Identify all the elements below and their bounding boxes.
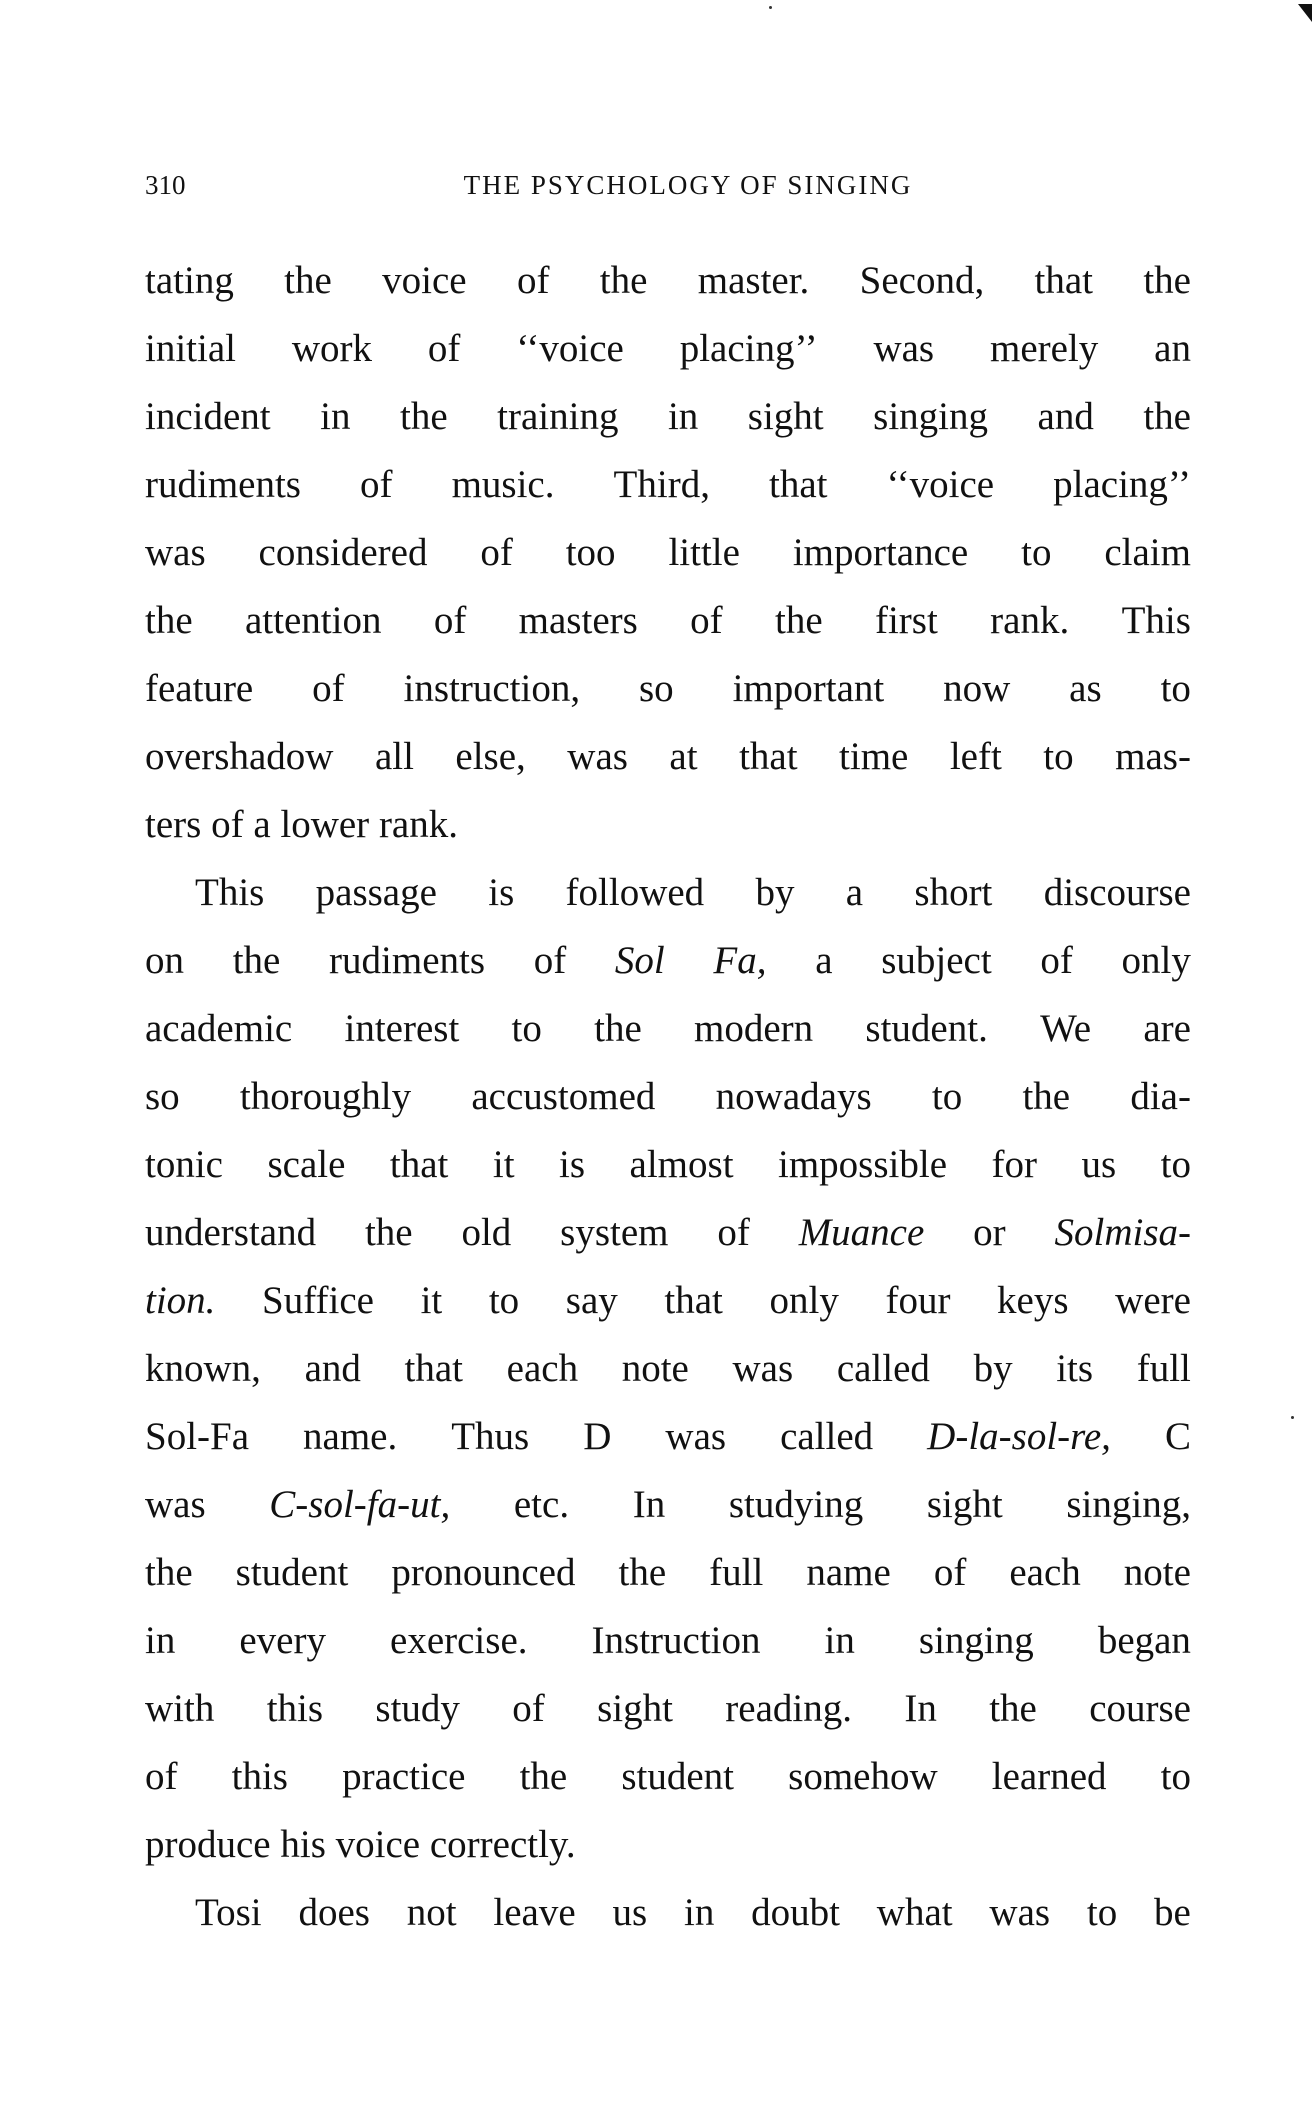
word: Sol-Fa	[145, 1415, 250, 1458]
word: sight	[597, 1687, 673, 1730]
body-text	[145, 247, 1191, 1947]
word: the	[599, 259, 648, 302]
text-line	[145, 451, 1191, 519]
page-number: 310	[145, 170, 186, 200]
word: singing,	[1066, 1483, 1191, 1526]
word: known,	[145, 1347, 261, 1390]
word: the	[774, 599, 823, 642]
word: the	[519, 1755, 568, 1798]
word: practice	[342, 1755, 466, 1798]
word: be	[1154, 1891, 1191, 1934]
word: all	[374, 735, 414, 778]
word: the	[399, 395, 448, 438]
word: now	[943, 667, 1011, 710]
word: or	[973, 1211, 1006, 1254]
word: student.	[865, 1007, 988, 1050]
text-line	[145, 587, 1191, 655]
text-line	[145, 1675, 1191, 1743]
running-title: THE PSYCHOLOGY OF SINGING	[463, 170, 913, 200]
text-line	[145, 1471, 1191, 1539]
word: each	[506, 1347, 579, 1390]
word: somehow	[788, 1755, 938, 1798]
text-line	[145, 1811, 1191, 1879]
word: old	[461, 1211, 512, 1254]
text-line	[145, 655, 1191, 723]
word: attention	[245, 599, 382, 642]
word: rank.	[378, 803, 468, 846]
word: In	[632, 1483, 666, 1526]
word: importance	[792, 531, 969, 574]
word: that	[404, 1347, 463, 1390]
word: is	[488, 871, 515, 914]
word: Thus	[451, 1415, 530, 1458]
text-line	[145, 1879, 1191, 1947]
word: correctly.	[429, 1823, 586, 1866]
word: D	[583, 1415, 612, 1458]
word: four	[885, 1279, 951, 1322]
word: name	[806, 1551, 891, 1594]
word: ‘‘voice	[516, 327, 624, 370]
word: of	[516, 259, 550, 302]
word: ‘‘voice	[886, 463, 995, 506]
word: academic	[145, 1007, 293, 1050]
word: the	[145, 599, 193, 642]
word: for	[991, 1143, 1037, 1186]
word: so	[639, 667, 674, 710]
word: in	[824, 1619, 855, 1662]
word: of	[427, 327, 461, 370]
text-line	[145, 1335, 1191, 1403]
word: short	[914, 871, 993, 914]
word: feature	[145, 667, 254, 710]
italic-word: tion.	[145, 1279, 216, 1322]
word: learned	[991, 1755, 1107, 1798]
word: little	[668, 531, 740, 574]
word: leave	[493, 1891, 576, 1934]
word: to	[1086, 1891, 1118, 1934]
text-line	[145, 1743, 1191, 1811]
word: music.	[451, 463, 555, 506]
word: every	[239, 1619, 326, 1662]
word: a	[253, 803, 281, 846]
word: of	[211, 803, 254, 846]
word: training	[497, 395, 619, 438]
word: course	[1089, 1687, 1191, 1730]
word: Third,	[613, 463, 710, 506]
word: of	[717, 1211, 750, 1254]
word: rudiments	[145, 463, 301, 506]
word: In	[904, 1687, 937, 1730]
word: too	[565, 531, 616, 574]
word: the	[618, 1551, 667, 1594]
word: note	[1123, 1551, 1191, 1594]
running-header	[145, 170, 1191, 210]
word: was	[567, 735, 628, 778]
text-line	[145, 723, 1191, 791]
word: scale	[267, 1143, 346, 1186]
word: first	[874, 599, 938, 642]
word: overshadow	[145, 735, 334, 778]
word: C	[1164, 1415, 1191, 1458]
word: were	[1115, 1279, 1191, 1322]
word: Second,	[859, 259, 985, 302]
word: in	[145, 1619, 176, 1662]
word: it	[420, 1279, 443, 1322]
text-line	[145, 1403, 1191, 1471]
word: was	[665, 1415, 727, 1458]
word: system	[560, 1211, 669, 1254]
word: interest	[344, 1007, 460, 1050]
word: lower	[280, 803, 379, 846]
word: this	[231, 1755, 288, 1798]
word: by	[973, 1347, 1013, 1390]
italic-word: D-la-sol-re,	[927, 1415, 1111, 1458]
word: considered	[258, 531, 428, 574]
text-line	[145, 315, 1191, 383]
word: us	[1081, 1143, 1117, 1186]
word: of	[145, 1755, 178, 1798]
text-line	[145, 519, 1191, 587]
word: singing	[873, 395, 989, 438]
word: accustomed	[471, 1075, 656, 1118]
word: of	[312, 667, 345, 710]
word: voice	[382, 259, 467, 302]
word: left	[949, 735, 1002, 778]
word: of	[533, 939, 567, 982]
word: instruction,	[403, 667, 581, 710]
word: that	[769, 463, 828, 506]
word: We	[1040, 1007, 1092, 1050]
text-line	[145, 995, 1191, 1063]
text-line	[145, 1131, 1191, 1199]
italic-word: C-sol-fa-ut,	[269, 1483, 451, 1526]
word: us	[612, 1891, 648, 1934]
word: a	[845, 871, 864, 914]
word: rank.	[990, 599, 1070, 642]
word: time	[839, 735, 909, 778]
word: on	[145, 939, 184, 982]
word: full	[1136, 1347, 1191, 1390]
word: the	[1022, 1075, 1071, 1118]
word: to	[511, 1007, 542, 1050]
word: at	[669, 735, 698, 778]
word: etc.	[513, 1483, 570, 1526]
word: of	[480, 531, 513, 574]
word: to	[1043, 735, 1074, 778]
word: this	[266, 1687, 324, 1730]
word: the	[284, 259, 332, 302]
word: placing’’	[1053, 463, 1191, 506]
word: keys	[997, 1279, 1069, 1322]
italic-word: Muance	[798, 1211, 925, 1254]
word: sight	[747, 395, 824, 438]
word: thoroughly	[239, 1075, 412, 1118]
word: impossible	[778, 1143, 948, 1186]
word: called	[780, 1415, 874, 1458]
word: so	[145, 1075, 180, 1118]
word: his	[280, 1823, 336, 1866]
word: almost	[629, 1143, 734, 1186]
text-line	[145, 1539, 1191, 1607]
word: followed	[565, 871, 705, 914]
word: sight	[926, 1483, 1003, 1526]
word: and	[304, 1347, 361, 1390]
word: rudiments	[329, 939, 486, 982]
word: to	[488, 1279, 520, 1322]
word: was	[873, 327, 935, 370]
word: and	[1037, 395, 1094, 438]
word: was	[989, 1891, 1051, 1934]
word: Instruction	[591, 1619, 761, 1662]
text-line	[145, 1199, 1191, 1267]
text-line	[145, 383, 1191, 451]
word: the	[1143, 259, 1191, 302]
word: of	[690, 599, 723, 642]
word: of	[512, 1687, 545, 1730]
word: only	[769, 1279, 839, 1322]
word: student	[235, 1551, 349, 1594]
word: the	[594, 1007, 642, 1050]
word: only	[1121, 939, 1191, 982]
word: are	[1143, 1007, 1191, 1050]
word: study	[375, 1687, 460, 1730]
word: singing	[918, 1619, 1034, 1662]
text-line	[145, 247, 1191, 315]
word: claim	[1104, 531, 1191, 574]
word: it	[492, 1143, 515, 1186]
word: initial	[145, 327, 236, 370]
word: to	[931, 1075, 963, 1118]
text-line	[145, 1607, 1191, 1675]
word: with	[145, 1687, 215, 1730]
word: the	[364, 1211, 413, 1254]
word: mas-	[1115, 735, 1191, 778]
word: incident	[145, 395, 271, 438]
word: name.	[303, 1415, 398, 1458]
word: Suffice	[262, 1279, 374, 1322]
word: to	[1160, 667, 1191, 710]
word: of	[933, 1551, 967, 1594]
word: called	[836, 1347, 930, 1390]
word: a	[815, 939, 833, 982]
word: ters	[145, 803, 212, 846]
word: nowadays	[715, 1075, 872, 1118]
word: full	[709, 1551, 764, 1594]
word: doubt	[751, 1891, 840, 1934]
word: modern	[694, 1007, 814, 1050]
word: note	[621, 1347, 689, 1390]
word: tating	[145, 259, 234, 302]
word: the	[232, 939, 281, 982]
italic-word: Sol	[614, 939, 665, 982]
word: its	[1056, 1347, 1094, 1390]
word: in	[320, 395, 351, 438]
word: voice	[335, 1823, 430, 1866]
word: This	[195, 871, 265, 914]
italic-word: Solmisa-	[1054, 1211, 1191, 1254]
word: pronounced	[391, 1551, 576, 1594]
word: dia-	[1130, 1075, 1191, 1118]
word: master.	[697, 259, 810, 302]
word: not	[406, 1891, 457, 1934]
text-line	[145, 1267, 1191, 1335]
word: merely	[989, 327, 1099, 370]
word: placing’’	[679, 327, 818, 370]
word: does	[298, 1891, 370, 1934]
word: work	[291, 327, 373, 370]
word: the	[145, 1551, 193, 1594]
word: student	[621, 1755, 735, 1798]
word: the	[1143, 395, 1191, 438]
scan-speck	[1291, 1416, 1294, 1419]
word: in	[683, 1891, 715, 1934]
word: else,	[455, 735, 526, 778]
word: of	[1040, 939, 1073, 982]
word: tonic	[145, 1143, 223, 1186]
word: of	[433, 599, 467, 642]
text-line	[145, 791, 1191, 859]
word: is	[559, 1143, 586, 1186]
word: say	[565, 1279, 618, 1322]
word: began	[1097, 1619, 1191, 1662]
word: exercise.	[390, 1619, 528, 1662]
word: each	[1009, 1551, 1081, 1594]
word: as	[1069, 667, 1102, 710]
word: subject	[881, 939, 992, 982]
italic-word: Fa,	[713, 939, 767, 982]
word: of	[360, 463, 393, 506]
word: was	[732, 1347, 794, 1390]
word: Tosi	[195, 1891, 262, 1934]
word: studying	[728, 1483, 864, 1526]
word: masters	[518, 599, 638, 642]
word: that	[1034, 259, 1094, 302]
word: the	[989, 1687, 1037, 1730]
text-line	[145, 927, 1191, 995]
word: to	[1160, 1755, 1191, 1798]
word: that	[664, 1279, 723, 1322]
word: to	[1021, 531, 1052, 574]
scan-speck	[769, 6, 772, 9]
word: was	[145, 1483, 206, 1526]
page-corner-mark	[1298, 4, 1312, 22]
word: by	[755, 871, 795, 914]
word: what	[876, 1891, 953, 1934]
word: to	[1160, 1143, 1191, 1186]
word: This	[1121, 599, 1191, 642]
word: that	[389, 1143, 449, 1186]
text-line	[145, 1063, 1191, 1131]
word: produce	[145, 1823, 281, 1866]
word: understand	[145, 1211, 317, 1254]
word: discourse	[1043, 871, 1191, 914]
word: in	[667, 395, 699, 438]
word: that	[739, 735, 798, 778]
word: was	[145, 531, 206, 574]
word: reading.	[725, 1687, 852, 1730]
word: important	[732, 667, 885, 710]
text-line	[145, 859, 1191, 927]
word: passage	[315, 871, 437, 914]
word: an	[1154, 327, 1191, 370]
